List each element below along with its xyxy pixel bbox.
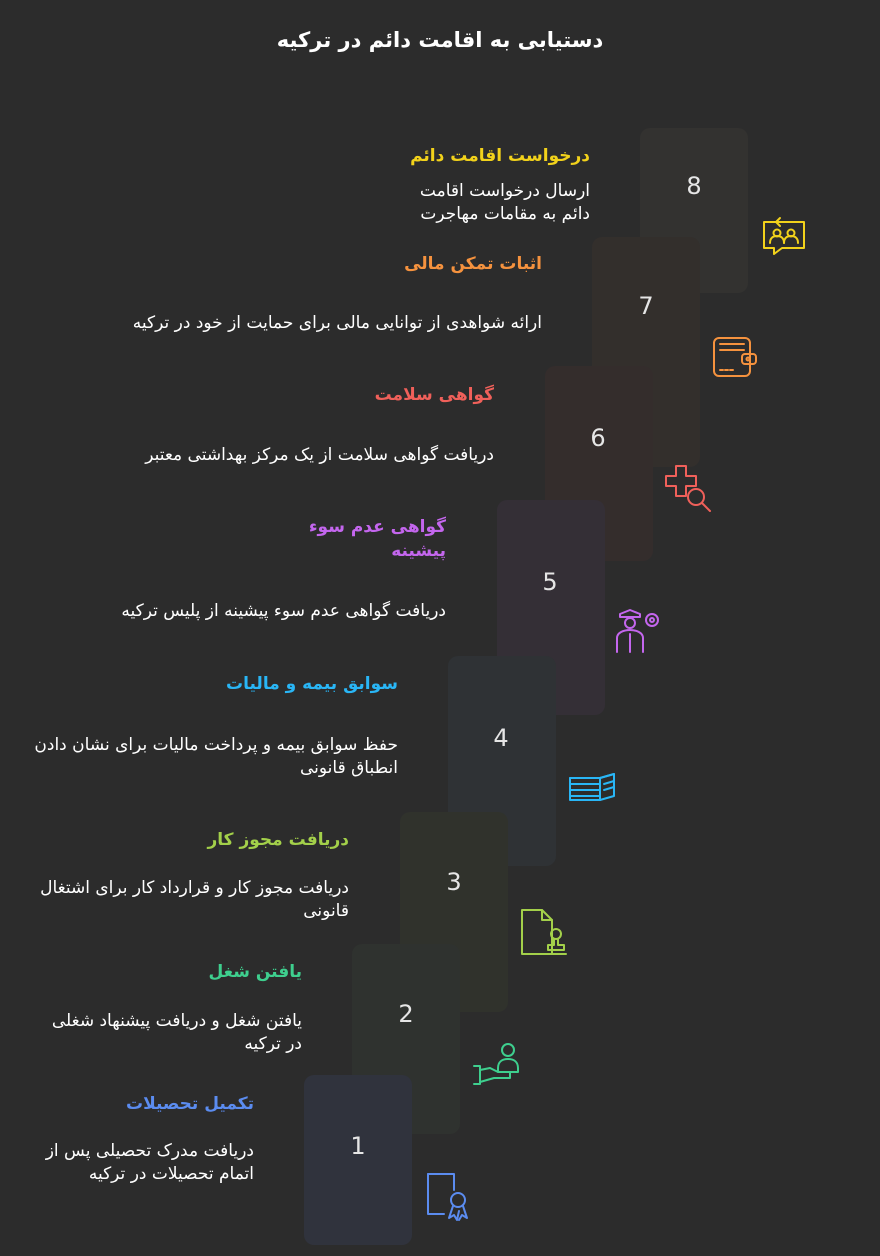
step-number: 7 bbox=[638, 292, 654, 320]
diagram-title: دستیابی به اقامت دائم در ترکیه bbox=[276, 28, 604, 52]
step-description: یافتن شغل و دریافت پیشنهاد شغلی در ترکیه bbox=[51, 1011, 302, 1054]
step-description: ارائه شواهدی از توانایی مالی برای حمایت از خود در ترکیه bbox=[132, 313, 542, 333]
step-description: دریافت مجوز کار و قرارداد کار برای اشتغال قانونی bbox=[40, 878, 349, 921]
step-title: دریافت مجوز کار bbox=[207, 830, 349, 850]
step-title: گواهی سلامت bbox=[374, 385, 494, 405]
step-number: 8 bbox=[686, 172, 702, 200]
job-offer-icon bbox=[470, 1038, 522, 1090]
step-description: ارسال درخواست اقامت دائم به مقامات مهاجرت bbox=[419, 181, 590, 224]
step-title: اثبات تمکن مالی bbox=[404, 254, 542, 274]
step-title: یافتن شغل bbox=[208, 962, 302, 982]
step-number: 4 bbox=[493, 724, 509, 752]
stamp-document-icon bbox=[518, 906, 570, 958]
stair-block-1 bbox=[304, 1075, 412, 1245]
step-title: درخواست اقامت دائم bbox=[410, 146, 590, 166]
certificate-icon bbox=[422, 1170, 474, 1222]
step-description: دریافت مدرک تحصیلی پس از اتمام تحصیلات در ترکیه bbox=[45, 1141, 254, 1184]
people-exchange-icon bbox=[758, 210, 810, 262]
step-number: 3 bbox=[446, 868, 462, 896]
step-title: تکمیل تحصیلات bbox=[125, 1094, 254, 1114]
step-description: حفظ سوابق بیمه و پرداخت مالیات برای نشان دادن انطباق قانونی bbox=[34, 735, 398, 778]
health-search-icon bbox=[662, 462, 714, 514]
step-description: دریافت گواهی عدم سوء پیشینه از پلیس ترکیه bbox=[121, 601, 446, 621]
step-title: سوابق بیمه و مالیات bbox=[226, 674, 398, 694]
step-number: 1 bbox=[350, 1132, 366, 1160]
wallet-icon bbox=[708, 330, 760, 382]
police-officer-icon bbox=[612, 604, 664, 656]
step-number: 2 bbox=[398, 1000, 414, 1028]
step-description: دریافت گواهی سلامت از یک مرکز بهداشتی معتبر bbox=[145, 445, 494, 465]
money-stack-icon bbox=[566, 762, 618, 814]
step-title: گواهی عدم سوء پیشینه bbox=[308, 517, 446, 561]
step-number: 6 bbox=[590, 424, 606, 452]
step-number: 5 bbox=[542, 568, 558, 596]
